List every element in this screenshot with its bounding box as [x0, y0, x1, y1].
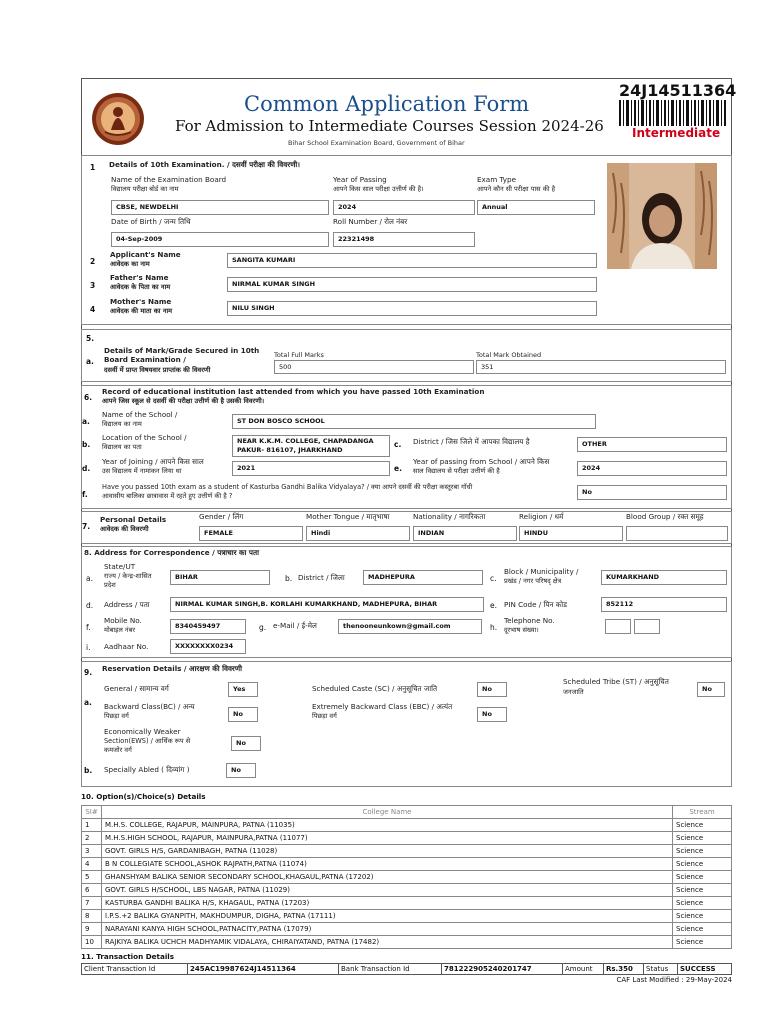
option-si-cell: 10	[82, 936, 102, 949]
section-3-number: 3	[90, 281, 96, 290]
s8-d-marker: d.	[86, 601, 94, 610]
school-location-line-2: PAKUR- 816107, JHARKHAND	[237, 445, 343, 454]
status-value: SUCCESS	[680, 965, 716, 973]
s8-f-marker: f.	[86, 623, 91, 632]
obtained-marks-field[interactable]: 351	[476, 360, 726, 374]
block-label: Block / Municipality /	[504, 567, 579, 576]
option-college-cell: I.P.S.+2 BALIKA GYANPITH, MAKHDUMPUR, DIGHA, PATNA (17111)	[102, 910, 673, 923]
st-field[interactable]: No	[697, 682, 725, 697]
s6-f-marker: f.	[82, 490, 88, 499]
pass-year-label-hi: साल विद्यालय से परीक्षा उत्तीर्ण की है	[413, 467, 500, 475]
s9-a-marker: a.	[84, 698, 92, 707]
roll-field[interactable]: 22321498	[333, 232, 475, 247]
section-8-heading: 8. Address for Correspondence / पत्राचार का पता	[84, 548, 259, 557]
pass-year-label: Year of passing from School / आपने किस	[413, 457, 550, 466]
mother-name-label-hi: आवेदक की माता का नाम	[110, 307, 173, 315]
s8-h-marker: h.	[490, 623, 498, 632]
s6-a-marker: a.	[82, 417, 90, 426]
board-label: Name of the Examination Board	[111, 175, 227, 184]
s8-g-marker: g.	[259, 623, 267, 632]
board-field[interactable]: CBSE, NEWDELHI	[111, 200, 329, 215]
option-si-cell: 7	[82, 897, 102, 910]
aadhaar-field[interactable]: XXXXXXXX0234	[170, 639, 246, 654]
personal-details-label: Personal Details	[100, 515, 167, 524]
mobile-label-hi: मोबाइल नंबर	[104, 626, 136, 634]
applicant-name-label-hi: आवेदक का नाम	[110, 260, 150, 268]
state-label-1: State/UT	[104, 562, 136, 571]
section-9-number: 9.	[84, 668, 93, 677]
religion-label: Religion / धर्म	[519, 512, 564, 521]
school-district-label: District / जिस जिले में आपका विद्यालय है	[413, 437, 530, 446]
option-stream-cell: Science	[673, 923, 732, 936]
district-field[interactable]: MADHEPURA	[363, 570, 483, 585]
marks-label-hi: दसवीं में प्राप्त विषयवार प्राप्तांक की विवरणी	[104, 366, 211, 374]
board-label-hi: विद्यालय परीक्षा बोर्ड का नाम	[111, 185, 179, 193]
board-name: Bihar School Examination Board, Government of Bihar	[288, 139, 465, 147]
section-9-heading: Reservation Details / आरक्षण की विवरणी	[102, 664, 242, 673]
option-stream-cell: Science	[673, 832, 732, 845]
col-stream-header: Stream	[673, 806, 732, 819]
mother-tongue-label: Mother Tongue / मातृभाषा	[306, 512, 390, 521]
school-district-field[interactable]: OTHER	[577, 437, 727, 452]
sc-label: Scheduled Caste (SC) / अनुसूचित जाति	[312, 684, 438, 693]
options-table	[81, 805, 732, 949]
table-row	[82, 910, 732, 923]
state-field[interactable]: BIHAR	[170, 570, 270, 585]
option-si-cell: 9	[82, 923, 102, 936]
section-6-heading-hi: आपने जिस स्कूल से दसवीं की परीक्षा उत्तीर्ण की है उसकी विवरणी।	[102, 397, 265, 405]
father-name-label-hi: आवेदक के पिता का नाम	[110, 283, 171, 291]
ebc-field[interactable]: No	[477, 707, 507, 722]
address-label: Address / पता	[104, 600, 150, 609]
nationality-label: Nationality / नागरिकता	[413, 512, 486, 521]
amount-value: Rs.350	[604, 964, 644, 974]
st-label: Scheduled Tribe (ST) / अनुसूचित	[563, 677, 669, 686]
section-6-number: 6.	[84, 393, 93, 402]
pass-year-field[interactable]: 2024	[577, 461, 727, 476]
option-stream-cell: Science	[673, 871, 732, 884]
option-stream-cell: Science	[673, 936, 732, 949]
option-stream-cell: Science	[673, 884, 732, 897]
s8-i-marker: i.	[86, 643, 91, 652]
exam-type-field[interactable]: Annual	[477, 200, 595, 215]
form-title: Common Application Form	[244, 92, 530, 116]
district-label: District / जिला	[298, 573, 345, 582]
bank-txn-value: 781222905240201747	[442, 964, 563, 974]
s8-c-marker: c.	[490, 574, 497, 583]
school-name-field[interactable]: ST DON BOSCO SCHOOL	[232, 414, 596, 429]
mobile-field[interactable]: 8340459497	[170, 619, 246, 634]
section-11-heading: 11. Transaction Details	[81, 952, 175, 961]
option-si-cell: 4	[82, 858, 102, 871]
year-label: Year of Passing	[333, 175, 387, 184]
personal-details-label-hi: आवेदक की विवरणी	[100, 525, 149, 533]
mobile-label: Mobile No.	[104, 616, 142, 625]
section-7-number: 7.	[82, 522, 91, 531]
option-si-cell: 8	[82, 910, 102, 923]
state-label-2: राज्य / केन्द्र-शासित	[104, 572, 152, 580]
ebc-label-hi: पिछड़ा वर्ग	[312, 712, 337, 720]
table-row	[82, 871, 732, 884]
option-college-cell: NARAYANI KANYA HIGH SCHOOL,PATNACITY,PATNA (17079)	[102, 923, 673, 936]
applicant-name-field[interactable]: SANGITA KUMARI	[227, 253, 597, 268]
ews-label-3: कमजोर वर्ग	[104, 746, 132, 754]
s8-b-marker: b.	[285, 574, 293, 583]
section-5-sub: a.	[86, 357, 94, 366]
option-stream-cell: Science	[673, 858, 732, 871]
option-college-cell: GOVT. GIRLS H/SCHOOL, LBS NAGAR, PATNA (11029)	[102, 884, 673, 897]
join-year-label: Year of Joining / आपने किस साल	[102, 457, 204, 466]
dob-label: Date of Birth / जन्म तिथि	[111, 217, 191, 226]
option-si-cell: 3	[82, 845, 102, 858]
barcode-icon	[619, 100, 729, 126]
blood-group-field[interactable]	[626, 526, 728, 541]
option-college-cell: M.H.S. COLLEGE, RAJAPUR, MAINPURA, PATNA (11035)	[102, 819, 673, 832]
form-id: 24J14511364	[619, 81, 737, 100]
table-row	[82, 936, 732, 949]
total-marks-field[interactable]: 500	[274, 360, 474, 374]
telephone-label-hi: दूरभाष संख्या।	[504, 626, 539, 634]
school-name-label: Name of the School /	[102, 410, 178, 419]
telephone-label: Telephone No.	[504, 616, 555, 625]
aadhaar-label: Aadhaar No.	[104, 642, 149, 651]
bc-label-hi: पिछड़ा वर्ग	[104, 712, 129, 720]
bc-field[interactable]: No	[228, 707, 258, 722]
gender-label: Gender / लिंग	[199, 512, 244, 521]
telephone-std-field[interactable]	[605, 619, 631, 634]
kgbv-field[interactable]: No	[577, 485, 727, 500]
school-name-label-hi: विद्यालय का नाम	[102, 420, 142, 428]
block-label-hi: प्रखंड / नगर परिषद् क्षेत्र	[504, 577, 562, 585]
table-row	[82, 858, 732, 871]
board-logo-icon	[91, 92, 145, 146]
specially-abled-field[interactable]: No	[226, 763, 256, 778]
nationality-field[interactable]: INDIAN	[413, 526, 517, 541]
mother-name-label: Mother's Name	[110, 297, 172, 306]
block-field[interactable]: KUMARKHAND	[601, 570, 727, 585]
exam-type-label: Exam Type	[477, 175, 516, 184]
father-name-field[interactable]: NIRMAL KUMAR SINGH	[227, 277, 597, 292]
pin-label: PIN Code / पिन कोड	[504, 600, 567, 609]
general-label: General / सामान्य वर्ग	[104, 684, 169, 693]
table-row	[82, 819, 732, 832]
option-si-cell: 5	[82, 871, 102, 884]
option-stream-cell: Science	[673, 897, 732, 910]
s6-e-marker: e.	[394, 464, 402, 473]
s6-d-marker: d.	[82, 464, 91, 473]
section-1-heading: Details of 10th Examination. / दसवीं परीक्षा की विवरणी।	[109, 160, 300, 169]
table-row	[82, 884, 732, 897]
client-txn-label: Client Transaction Id	[82, 964, 188, 974]
year-field[interactable]: 2024	[333, 200, 475, 215]
specially-abled-label: Specially Abled ( दिव्यांग )	[104, 765, 190, 774]
marks-label: Details of Mark/Grade Secured in 10th Board Examination /	[104, 346, 260, 364]
section-4-number: 4	[90, 305, 96, 314]
email-field[interactable]: thenooneunkown@gmail.com	[338, 619, 482, 634]
option-college-cell: B N COLLEGIATE SCHOOL,ASHOK RAJPATH,PATNA (11074)	[102, 858, 673, 871]
option-college-cell: M.H.S.HIGH SCHOOL, RAJAPUR, MAINPURA,PATNA (11077)	[102, 832, 673, 845]
col-si-header: SI#	[82, 806, 102, 819]
status-label: Status	[644, 964, 678, 974]
ebc-label: Extremely Backward Class (EBC) / अत्यंत	[312, 702, 453, 711]
option-si-cell: 2	[82, 832, 102, 845]
pin-field[interactable]: 852112	[601, 597, 727, 612]
s8-e-marker: e.	[490, 601, 497, 610]
table-row	[82, 832, 732, 845]
kgbv-label: Have you passed 10th exam as a student of Kasturba Gandhi Balika Vidyalaya? / क्या आपने दसवीं की परीक्षा कस्तूरबा गाँधी	[102, 483, 473, 491]
join-year-label-hi: उस विद्यालय में नामांकन लिया था	[102, 467, 182, 475]
address-field[interactable]: NIRMAL KUMAR SINGH,B. KORLAHI KUMARKHAND, MADHEPURA, BIHAR	[170, 597, 484, 612]
table-row	[82, 923, 732, 936]
option-stream-cell: Science	[673, 845, 732, 858]
sc-field[interactable]: No	[477, 682, 507, 697]
option-college-cell: GHANSHYAM BALIKA SENIOR SECONDARY SCHOOL,KHAGAUL,PATNA (17202)	[102, 871, 673, 884]
col-college-header: College Name	[102, 806, 673, 819]
option-stream-cell: Science	[673, 819, 732, 832]
gender-field[interactable]: FEMALE	[199, 526, 303, 541]
last-modified: CAF Last Modified : 29-May-2024	[616, 976, 732, 984]
religion-field[interactable]: HINDU	[519, 526, 623, 541]
s8-a-marker: a.	[86, 574, 93, 583]
school-location-label: Location of the School /	[102, 433, 187, 442]
table-row	[82, 897, 732, 910]
kgbv-label-hi: आवासीय बालिका छात्रावास में रहते हुए उत्तीर्ण की है ?	[102, 492, 233, 500]
join-year-field[interactable]: 2021	[232, 461, 390, 476]
telephone-number-field[interactable]	[634, 619, 660, 634]
stream-tag: Intermediate	[632, 126, 721, 140]
client-txn-value: 245AC19987624J14511364	[188, 964, 339, 974]
ews-label-1: Economically Weaker	[104, 727, 181, 736]
transaction-row	[81, 963, 732, 975]
roll-label: Roll Number / रोल नंबर	[333, 217, 408, 226]
s9-b-marker: b.	[84, 766, 93, 775]
amount-label: Amount	[563, 964, 604, 974]
exam-type-label-hi: आपने कौन सी परीक्षा पास की है	[477, 185, 556, 193]
table-row	[82, 845, 732, 858]
option-college-cell: GOVT. GIRLS H/S, GARDANIBAGH, PATNA (11028)	[102, 845, 673, 858]
option-si-cell: 1	[82, 819, 102, 832]
option-si-cell: 6	[82, 884, 102, 897]
general-field[interactable]: Yes	[228, 682, 258, 697]
total-marks-label: Total Full Marks	[274, 351, 324, 359]
ews-label-2: Section(EWS) / आर्थिक रूप से	[104, 737, 191, 745]
school-location-label-hi: विद्यालय का पता	[102, 443, 142, 451]
applicant-photo	[607, 163, 717, 269]
section-5-number: 5.	[86, 334, 95, 343]
section-6-heading: Record of educational institution last attended from which you have passed 10th Examination	[102, 387, 485, 396]
obtained-marks-label: Total Mark Obtained	[476, 351, 542, 359]
applicant-name-label: Applicant's Name	[110, 250, 181, 259]
year-label-hi: आपने किस साल परीक्षा उत्तीर्ण की है।	[333, 185, 424, 193]
section-1-number: 1	[90, 163, 96, 172]
dob-field[interactable]: 04-Sep-2009	[111, 232, 329, 247]
school-location-line-1: NEAR K.K.M. COLLEGE, CHAPADANGA	[237, 437, 374, 445]
blood-group-label: Blood Group / रक्त समूह	[626, 512, 704, 521]
option-college-cell: RAJKIYA BALIKA UCHCH MADHYAMIK VIDALAYA, CHIRAIYATAND, PATNA (17482)	[102, 936, 673, 949]
ews-field[interactable]: No	[231, 736, 261, 751]
section-10-heading: 10. Option(s)/Choice(s) Details	[81, 792, 206, 801]
bc-label: Backward Class(BC) / अन्य	[104, 702, 195, 711]
s6-c-marker: c.	[394, 440, 402, 449]
form-subtitle: For Admission to Intermediate Courses Session 2024-26	[175, 117, 604, 135]
mother-name-field[interactable]: NILU SINGH	[227, 301, 597, 316]
options-header-row	[82, 806, 732, 819]
father-name-label: Father's Name	[110, 273, 169, 282]
school-location-field[interactable]	[232, 435, 390, 457]
st-label-hi: जनजाति	[563, 688, 584, 696]
s6-b-marker: b.	[82, 440, 91, 449]
section-2-number: 2	[90, 257, 96, 266]
option-college-cell: KASTURBA GANDHI BALIKA H/S, KHAGAUL, PATNA (17203)	[102, 897, 673, 910]
option-stream-cell: Science	[673, 910, 732, 923]
email-label: e-Mail / ई-मेल	[273, 621, 317, 630]
mother-tongue-field[interactable]: Hindi	[306, 526, 410, 541]
bank-txn-label: Bank Transaction Id	[339, 964, 442, 974]
state-label-3: प्रदेश	[104, 581, 116, 589]
